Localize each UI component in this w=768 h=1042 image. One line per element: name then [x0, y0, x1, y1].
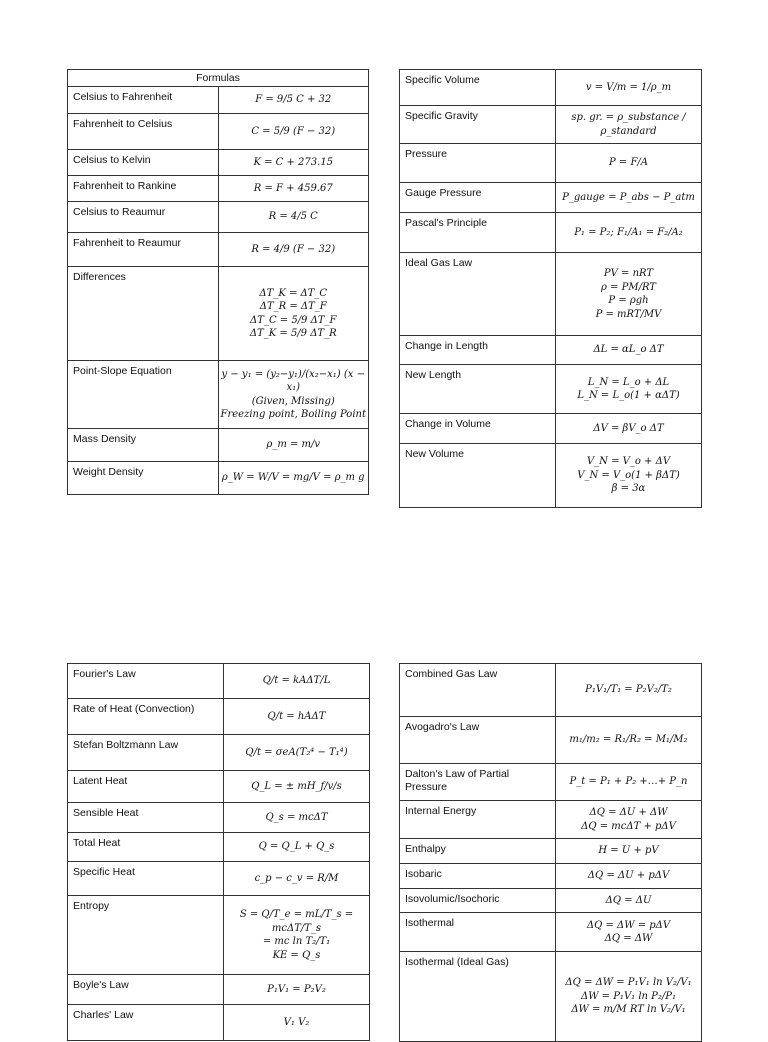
formula-name: Charles' Law — [68, 1005, 224, 1041]
table-row — [400, 365, 702, 414]
table-row — [400, 913, 702, 952]
formula-name: Boyle's Law — [68, 975, 224, 1005]
formula-name: Change in Length — [400, 336, 556, 365]
formula-name: Latent Heat — [68, 771, 224, 803]
table-row — [400, 444, 702, 508]
formula-name: New Length — [400, 365, 556, 414]
formula-expression: K = C + 273.15 — [218, 150, 369, 176]
formula-name: Fahrenheit to Reaumur — [68, 233, 219, 267]
formula-name: Celsius to Reaumur — [68, 202, 219, 233]
formula-name: Differences — [68, 267, 219, 361]
formula-expression: Q_s = mcΔT — [224, 803, 370, 833]
table-row — [400, 864, 702, 889]
formula-expression: P₁V₁ = P₂V₂ — [224, 975, 370, 1005]
table-row — [400, 70, 702, 106]
formula-expression: PV = nRT ρ = PM/RT P = ρgh P = mRT/MV — [556, 253, 702, 336]
formula-name: Fahrenheit to Celsius — [68, 114, 219, 150]
formula-expression: R = 4/5 C — [218, 202, 369, 233]
formula-name: Celsius to Kelvin — [68, 150, 219, 176]
formula-expression: P₁ = P₂; F₁/A₁ = F₂/A₂ — [556, 213, 702, 253]
formula-expression: C = 5/9 (F − 32) — [218, 114, 369, 150]
formula-name: Specific Heat — [68, 862, 224, 896]
table-row — [68, 233, 369, 267]
table-row — [400, 952, 702, 1042]
table-row — [400, 106, 702, 144]
table-row — [68, 699, 370, 735]
formula-name: Fourier's Law — [68, 664, 224, 699]
formulas-table-heat — [67, 663, 370, 1041]
formula-name: Isovolumic/Isochoric — [400, 889, 556, 913]
formula-name: Weight Density — [68, 462, 219, 495]
formula-expression: V_N = V_o + ΔV V_N = V_o(1 + βΔT) β = 3α — [556, 444, 702, 508]
formula-expression: ΔQ = ΔU + pΔV — [556, 864, 702, 889]
formula-name: Sensible Heat — [68, 803, 224, 833]
table-row — [68, 975, 370, 1005]
formula-expression: ρ_W = W/V = mg/V = ρ_m g — [218, 462, 369, 495]
formula-expression: R = 4/9 (F − 32) — [218, 233, 369, 267]
table-row — [68, 202, 369, 233]
formula-name: Combined Gas Law — [400, 664, 556, 717]
formula-expression: ΔQ = ΔU + ΔW ΔQ = mcΔT + pΔV — [556, 801, 702, 839]
formula-name: Change in Volume — [400, 414, 556, 444]
formula-expression: Q = Q_L + Q_s — [224, 833, 370, 862]
formula-expression: P_gauge = P_abs − P_atm — [556, 183, 702, 213]
formula-expression: v = V/m = 1/ρ_m — [556, 70, 702, 106]
table-row — [400, 144, 702, 183]
formula-name: Pascal's Principle — [400, 213, 556, 253]
formula-name: Rate of Heat (Convection) — [68, 699, 224, 735]
formulas-table-thermodynamics — [399, 663, 702, 1042]
formula-name: Specific Volume — [400, 70, 556, 106]
formulas-table-pressure-expansion — [399, 69, 702, 508]
formula-expression: ΔL = αL_o ΔT — [556, 336, 702, 365]
table-row — [400, 253, 702, 336]
formula-name: Internal Energy — [400, 801, 556, 839]
formula-name: Gauge Pressure — [400, 183, 556, 213]
table-title: Formulas — [68, 70, 369, 87]
table-row — [400, 839, 702, 864]
table-row — [400, 183, 702, 213]
formula-expression: sp. gr. = ρ_substance / ρ_standard — [556, 106, 702, 144]
table-row — [400, 801, 702, 839]
formula-expression: y − y₁ = (y₂−y₁)/(x₂−x₁) (x − x₁) (Given, Missing) Freezing point, Boiling Point — [218, 361, 369, 429]
formula-expression: Q/t = kAΔT/L — [224, 664, 370, 699]
formula-name: Isobaric — [400, 864, 556, 889]
formula-expression: ΔQ = ΔU — [556, 889, 702, 913]
formulas-table-temperature — [67, 69, 369, 495]
formula-name: Stefan Boltzmann Law — [68, 735, 224, 771]
formula-expression: ΔQ = ΔW = pΔV ΔQ = ΔW — [556, 913, 702, 952]
table-row — [400, 414, 702, 444]
table-row — [68, 862, 370, 896]
formula-name: Dalton's Law of Partial Pressure — [400, 764, 556, 801]
formula-name: New Volume — [400, 444, 556, 508]
formula-expression: R = F + 459.67 — [218, 176, 369, 202]
formula-expression: P_t = P₁ + P₂ +…+ P_n — [556, 764, 702, 801]
formula-name: Celsius to Fahrenheit — [68, 87, 219, 114]
table-row — [68, 735, 370, 771]
formula-expression: V₁ V₂ — [224, 1005, 370, 1041]
table-row — [68, 896, 370, 975]
formula-name: Total Heat — [68, 833, 224, 862]
formula-name: Pressure — [400, 144, 556, 183]
formula-name: Ideal Gas Law — [400, 253, 556, 336]
formula-name: Avogadro's Law — [400, 717, 556, 764]
formula-name: Isothermal (Ideal Gas) — [400, 952, 556, 1042]
formula-name: Fahrenheit to Rankine — [68, 176, 219, 202]
formula-expression: Q/t = hAΔT — [224, 699, 370, 735]
table-row — [400, 717, 702, 764]
table-row — [68, 462, 369, 495]
formula-name: Point-Slope Equation — [68, 361, 219, 429]
formula-expression: ΔT_K = ΔT_C ΔT_R = ΔT_F ΔT_C = 5/9 ΔT_F ΔT_K = 5/9 ΔT_R — [218, 267, 369, 361]
formula-expression: P₁V₁/T₁ = P₂V₂/T₂ — [556, 664, 702, 717]
formula-expression: S = Q/T_e = mL/T_s = mcΔT/T_s = mc ln T₂/T₁ KE = Q_s — [224, 896, 370, 975]
formula-name: Specific Gravity — [400, 106, 556, 144]
table-row — [400, 213, 702, 253]
table-row — [68, 664, 370, 699]
formula-expression: H = U + pV — [556, 839, 702, 864]
formula-name: Enthalpy — [400, 839, 556, 864]
table-row — [68, 771, 370, 803]
table-row — [68, 267, 369, 361]
formula-expression: ΔQ = ΔW = P₁V₁ ln V₂/V₁ ΔW = P₁V₁ ln P₂/P₁ ΔW = m/M RT ln V₂/V₁ — [556, 952, 702, 1042]
formula-expression: m₁/m₂ = R₁/R₂ = M₁/M₂ — [556, 717, 702, 764]
table-row — [68, 429, 369, 462]
formula-name: Isothermal — [400, 913, 556, 952]
table-row — [68, 114, 369, 150]
formula-expression: ΔV = βV_o ΔT — [556, 414, 702, 444]
formula-expression: P = F/A — [556, 144, 702, 183]
table-row — [400, 336, 702, 365]
formula-expression: Q_L = ± mH_f/v/s — [224, 771, 370, 803]
formula-expression: F = 9/5 C + 32 — [218, 87, 369, 114]
table-row — [400, 889, 702, 913]
formula-expression: L_N = L_o + ΔL L_N = L_o(1 + αΔT) — [556, 365, 702, 414]
table-header-row — [68, 70, 369, 87]
table-row — [68, 803, 370, 833]
formula-name: Mass Density — [68, 429, 219, 462]
formula-expression: c_p − c_v = R/M — [224, 862, 370, 896]
formula-expression: Q/t = σeA(T₂⁴ − T₁⁴) — [224, 735, 370, 771]
table-row — [68, 1005, 370, 1041]
table-row — [400, 664, 702, 717]
table-row — [68, 150, 369, 176]
table-row — [68, 833, 370, 862]
formula-name: Entropy — [68, 896, 224, 975]
table-row — [400, 764, 702, 801]
table-row — [68, 361, 369, 429]
formula-expression: ρ_m = m/v — [218, 429, 369, 462]
table-row — [68, 87, 369, 114]
table-row — [68, 176, 369, 202]
